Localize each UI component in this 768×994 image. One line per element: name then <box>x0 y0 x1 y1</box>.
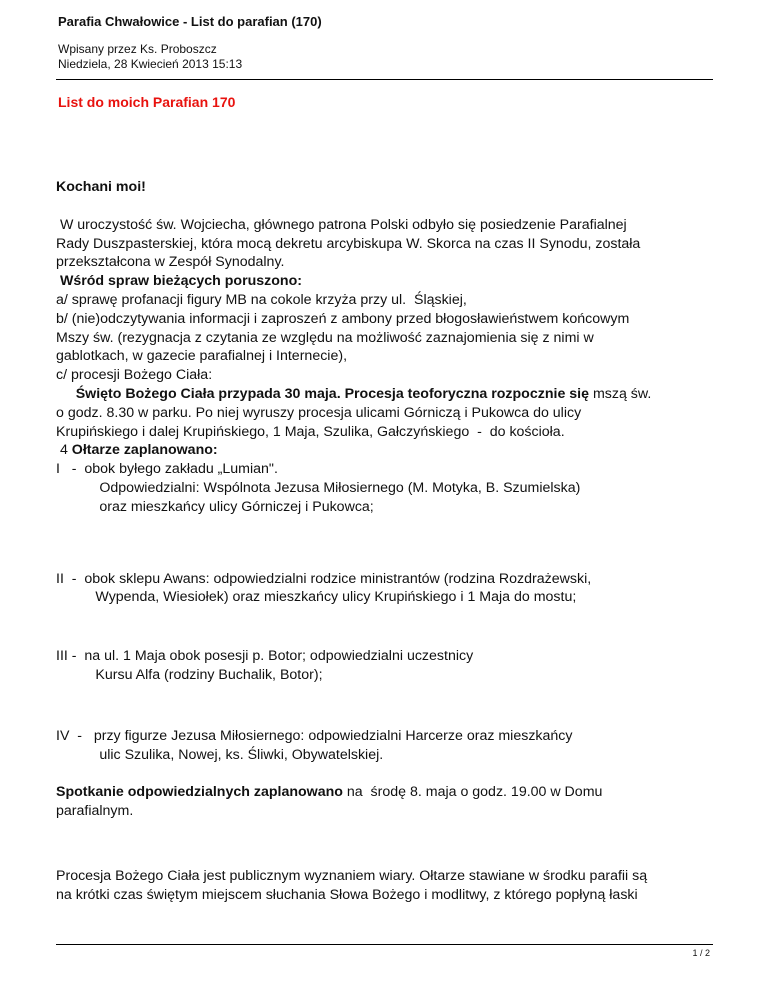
altars-heading: Ołtarze zaplanowano: <box>71 442 218 459</box>
altar-4-line-2: ulic Szulika, Nowej, ks. Śliwki, Obywatelskiej. <box>56 746 384 763</box>
procession-line-2: o godz. 8.30 w parku. Po niej wyruszy procesja ulicami Górniczą i Pukowca do ulicy <box>56 404 582 421</box>
topic-a: a/ sprawę profanacji figury MB na cokole krzyża przy ul. Śląskiej, <box>56 291 467 308</box>
greeting: Kochani moi! <box>56 179 146 195</box>
meeting-line-1 <box>56 783 716 802</box>
topics-heading: Wśród spraw bieżących poruszono: <box>56 273 302 290</box>
topic-c: c/ procesji Bożego Ciała: <box>56 367 213 384</box>
altar-1-line-3: oraz mieszkańcy ulicy Górniczej i Pukowca; <box>56 498 374 515</box>
article-body <box>56 178 716 905</box>
closing-line-1: Procesja Bożego Ciała jest publicznym wyznaniem wiary. Ołtarze stawiane w środku parafii są <box>56 867 648 884</box>
footer-divider <box>56 944 713 945</box>
altars-heading-line <box>56 441 716 460</box>
topic-b-line-2: Mszy św. (rezygnacja z czytania ze względu na możliwość zaznajomienia się z nimi w <box>56 329 594 346</box>
meeting-bold: Spotkanie odpowiedzialnych zaplanowano <box>56 784 343 801</box>
intro-line-2: Rady Duszpasterskiej, która mocą dekretu arcybiskupa W. Skorca na czas II Synodu, została <box>56 235 641 252</box>
document-header-title: Parafia Chwałowice - List do parafian (170) <box>58 14 322 29</box>
author-line: Wpisany przez Ks. Proboszcz <box>58 42 217 56</box>
altar-2-line-1: II - obok sklepu Awans: odpowiedzialni rodzice ministrantów (rodzina Rozdrażewski, <box>56 570 592 587</box>
header-divider <box>56 79 713 80</box>
altar-3-line-1: III - na ul. 1 Maja obok posesji p. Botor; odpowiedzialni uczestnicy <box>56 648 474 665</box>
procession-rest: mszą św. <box>589 385 652 402</box>
meeting-rest: na środę 8. maja o godz. 19.00 w Domu <box>342 784 603 801</box>
intro-line-3: przekształcona w Zespół Synodalny. <box>56 254 285 271</box>
altar-3-line-2: Kursu Alfa (rodziny Buchalik, Botor); <box>56 666 323 683</box>
procession-line-1 <box>56 385 716 404</box>
meeting-line-2: parafialnym. <box>56 803 134 820</box>
procession-line-3: Krupińskiego i dalej Krupińskiego, 1 Maja, Szulika, Gałczyńskiego - do kościoła. <box>56 423 565 440</box>
altar-1-line-2: Odpowiedzialni: Wspólnota Jezusa Miłosiernego (M. Motyka, B. Szumielska) <box>56 479 581 496</box>
altars-count: 4 <box>56 442 72 459</box>
article-title: List do moich Parafian 170 <box>58 94 236 110</box>
altar-4-line-1: IV - przy figurze Jezusa Miłosiernego: odpowiedzialni Harcerze oraz mieszkańcy <box>56 727 573 744</box>
procession-bold: Święto Bożego Ciała przypada 30 maja. Procesja teoforyczna rozpocznie się <box>56 385 589 402</box>
altar-1-line-1: I - obok byłego zakładu „Lumian". <box>56 461 278 478</box>
date-line: Niedziela, 28 Kwiecień 2013 15:13 <box>58 57 243 71</box>
topic-b-line-3: gablotkach, w gazecie parafialnej i Internecie), <box>56 348 348 365</box>
altar-2-line-2: Wypenda, Wiesiołek) oraz mieszkańcy ulicy Krupińskiego i 1 Maja do mostu; <box>56 589 577 606</box>
page-number: 1 / 2 <box>692 948 710 958</box>
document-meta <box>58 42 242 72</box>
closing-line-2: na krótki czas świętym miejscem słuchania Słowa Bożego i modlitwy, z którego popłyną łaski <box>56 886 638 903</box>
intro-line-1: W uroczystość św. Wojciecha, głównego patrona Polski odbyło się posiedzenie Parafialnej <box>56 216 627 233</box>
topic-b-line-1: b/ (nie)odczytywania informacji i zaproszeń z ambony przed błogosławieństwem końcowym <box>56 310 630 327</box>
